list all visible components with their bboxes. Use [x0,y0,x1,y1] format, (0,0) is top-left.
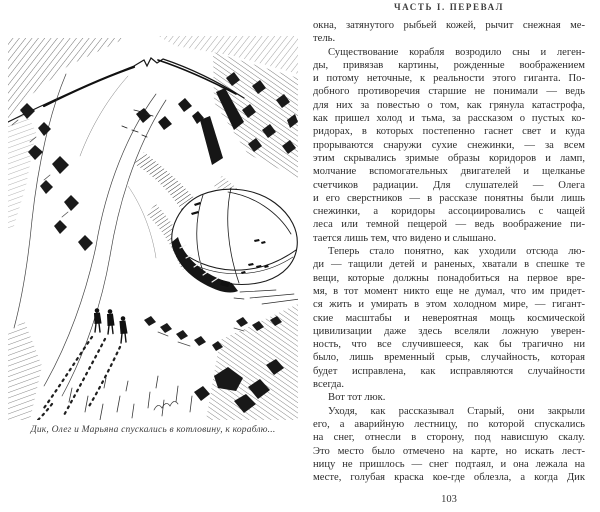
text-line: как пришел холод и тьма, за рассказом о пустых ко- [313,113,585,125]
text-line: будет исправлена, как исправляются случайности [313,365,585,377]
text-column [313,19,585,484]
text-line: и его сверстников — в рассказе понятны были лишь [313,192,585,204]
running-header: ЧАСТЬ I. ПЕРЕВАЛ [393,2,505,12]
text-line: тается лишь тем, что видено и слышано. [313,232,497,244]
text-line: счетчиков радиации. Для слушателей — Олега [313,179,585,191]
page-number: 103 [441,494,457,505]
text-line: ды, привязав картины, рожденные воображением [313,59,585,71]
text-line: всегда. [313,379,345,391]
text-line: этим скрывались зримые образы коридоров и ламп, [313,152,585,164]
text-line: прорываются снаружи сухие снежинки, — за всем [313,139,585,151]
ink-illustration-dome-ship-snow-hollow [8,36,298,420]
text-line: Существование корабля возродило сны и леген- [328,46,585,58]
text-line: снежинки, а коридоры ассоциировались с чащей [313,206,585,218]
text-line: ность, что все случившееся, как бы трагично ни [313,339,585,351]
text-line: тель. [313,33,336,45]
text-line: было, лишь временный срыв, случайность, которая [313,352,585,364]
text-line: месте, голубая краска кое-где облезла, а когда Дик [313,472,585,484]
text-line: Это место было отмечено на карте, но искать лест- [313,445,585,457]
text-line: его, а аварийную лестницу, по которой спускались [313,418,585,430]
text-line: Вот тот люк. [328,392,386,404]
text-line: на снег, отнесли в сторону, под нависшую скалу. [313,432,585,444]
text-line: ские масштабы и невероятная мощь космической [313,312,585,324]
illustration-page [8,36,298,435]
text-line: Уходя, как рассказывал Старый, они закрыли [328,405,585,417]
text-line: мя, в тот момент никто еще не думал, что им придет- [313,285,585,297]
text-line: для них за повестью о том, как грянула катастрофа, [313,99,585,111]
text-line: ся жить и умирать в этом холодном мире, — гигант- [313,299,585,311]
text-line: молчание вспомогательных двигателей и щелканье [313,166,585,178]
text-line: ди — тащили детей и раненых, хватали в спешке те [313,259,585,271]
illustration-caption: Дик, Олег и Марьяна спускались в котловину, к кораблю... [30,425,276,435]
text-line: цивилизации даже здесь вселяли ложную уверен- [313,325,585,337]
text-line: ницу не пришлось — снег подтаял, и она лежала на [313,458,585,470]
text-line: окна, затянутого рыбьей кожей, рычит снежная ме- [313,20,585,31]
text-line: Теперь стало понятно, как уходили отсюда лю- [328,246,585,258]
text-line: добного противоречия старшие не понимали — ведь [313,86,585,98]
text-line: леса или темной пещерой — ведь воображение пи- [313,219,585,231]
text-line: и потому неточные, к реальности этого гиганта. По- [313,73,585,85]
text-page [313,0,585,512]
text-line: ридорах, в которых постепенно гаснет свет и куда [313,126,585,138]
text-line: вещи, которые должны понадобиться на первое вре- [313,272,585,284]
